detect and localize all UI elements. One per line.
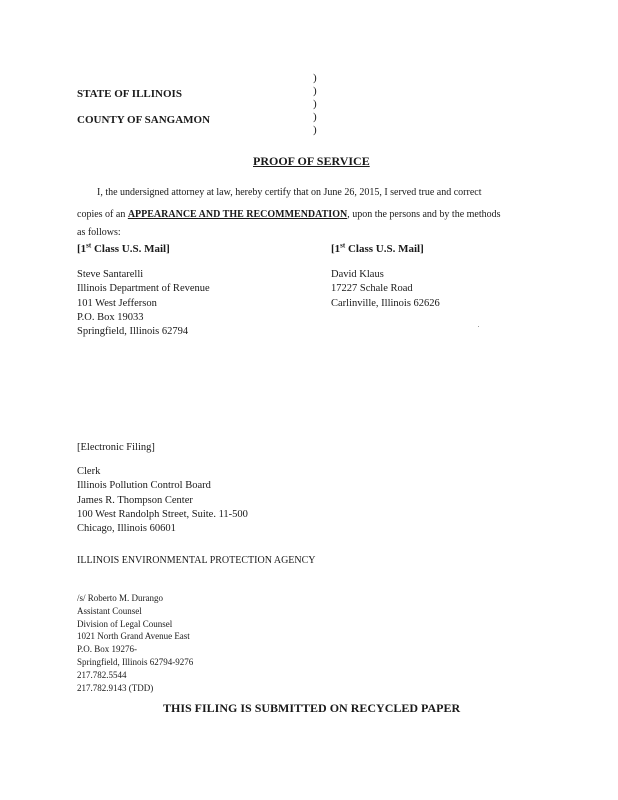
signature-line: 1021 North Grand Avenue East [77, 631, 190, 642]
intro-line-2-pre: copies of an [77, 209, 128, 220]
address-line: 17227 Schale Road [331, 283, 413, 295]
caption-paren: ) [313, 98, 317, 110]
address-line: David Klaus [331, 269, 384, 280]
address-line: 101 West Jefferson [77, 297, 157, 309]
intro-line-2-post: , upon the persons and by the methods [347, 209, 501, 220]
intro-line-2 [77, 208, 501, 221]
service-method-rest: Class U.S. Mail] [345, 243, 424, 255]
service-method-left [77, 243, 170, 255]
signature-line: /s/ Roberto M. Durango [77, 593, 163, 603]
service-method-ordinal: st [86, 241, 92, 250]
page-title: PROOF OF SERVICE [253, 154, 370, 168]
signature-line: 217.782.9143 (TDD) [77, 682, 154, 693]
agency-name: ILLINOIS ENVIRONMENTAL PROTECTION AGENCY [77, 555, 316, 566]
address-line: Illinois Pollution Control Board [77, 480, 211, 492]
signature-line: Assistant Counsel [77, 605, 142, 616]
caption-paren: ) [313, 124, 317, 136]
service-method-ordinal: st [340, 241, 346, 250]
caption-paren: ) [313, 111, 317, 123]
signature-block [77, 592, 193, 694]
recycled-paper-notice: THIS FILING IS SUBMITTED ON RECYCLED PAPER [163, 701, 461, 715]
scan-speck [478, 326, 479, 327]
recipient-address [331, 268, 440, 311]
caption-paren: ) [313, 72, 317, 84]
caption-paren: ) [313, 85, 317, 97]
address-line: Clerk [77, 466, 101, 477]
intro-line-1: I, the undersigned attorney at law, hereby certify that on June 26, 2015, I served true and correct [97, 187, 482, 198]
recipient-address [77, 268, 210, 339]
caption-bracket [313, 72, 317, 137]
caption-state: STATE OF ILLINOIS [77, 88, 182, 100]
signature-line: Division of Legal Counsel [77, 618, 173, 629]
clerk-address [77, 465, 248, 536]
signature-line: P.O. Box 19276- [77, 644, 138, 655]
service-method-right [331, 243, 424, 255]
caption-county: COUNTY OF SANGAMON [77, 114, 211, 126]
address-line: Illinois Department of Revenue [77, 283, 210, 295]
address-line: P.O. Box 19033 [77, 311, 144, 323]
electronic-filing-header: [Electronic Filing] [77, 442, 155, 453]
address-line: Carlinville, Illinois 62626 [331, 297, 440, 309]
intro-line-3: as follows: [77, 227, 121, 238]
signature-line: Springfield, Illinois 62794-9276 [77, 656, 194, 667]
signature-line: 217.782.5544 [77, 669, 127, 680]
address-line: Steve Santarelli [77, 269, 144, 280]
service-method-open: [1 [77, 243, 87, 255]
intro-documents: APPEARANCE AND THE RECOMMENDATION [127, 209, 348, 220]
address-line: 100 West Randolph Street, Suite. 11-500 [77, 508, 248, 520]
address-line: James R. Thompson Center [77, 494, 193, 506]
address-line: Springfield, Illinois 62794 [77, 326, 189, 338]
service-method-open: [1 [331, 243, 341, 255]
address-line: Chicago, Illinois 60601 [77, 523, 176, 535]
service-method-rest: Class U.S. Mail] [91, 243, 170, 255]
